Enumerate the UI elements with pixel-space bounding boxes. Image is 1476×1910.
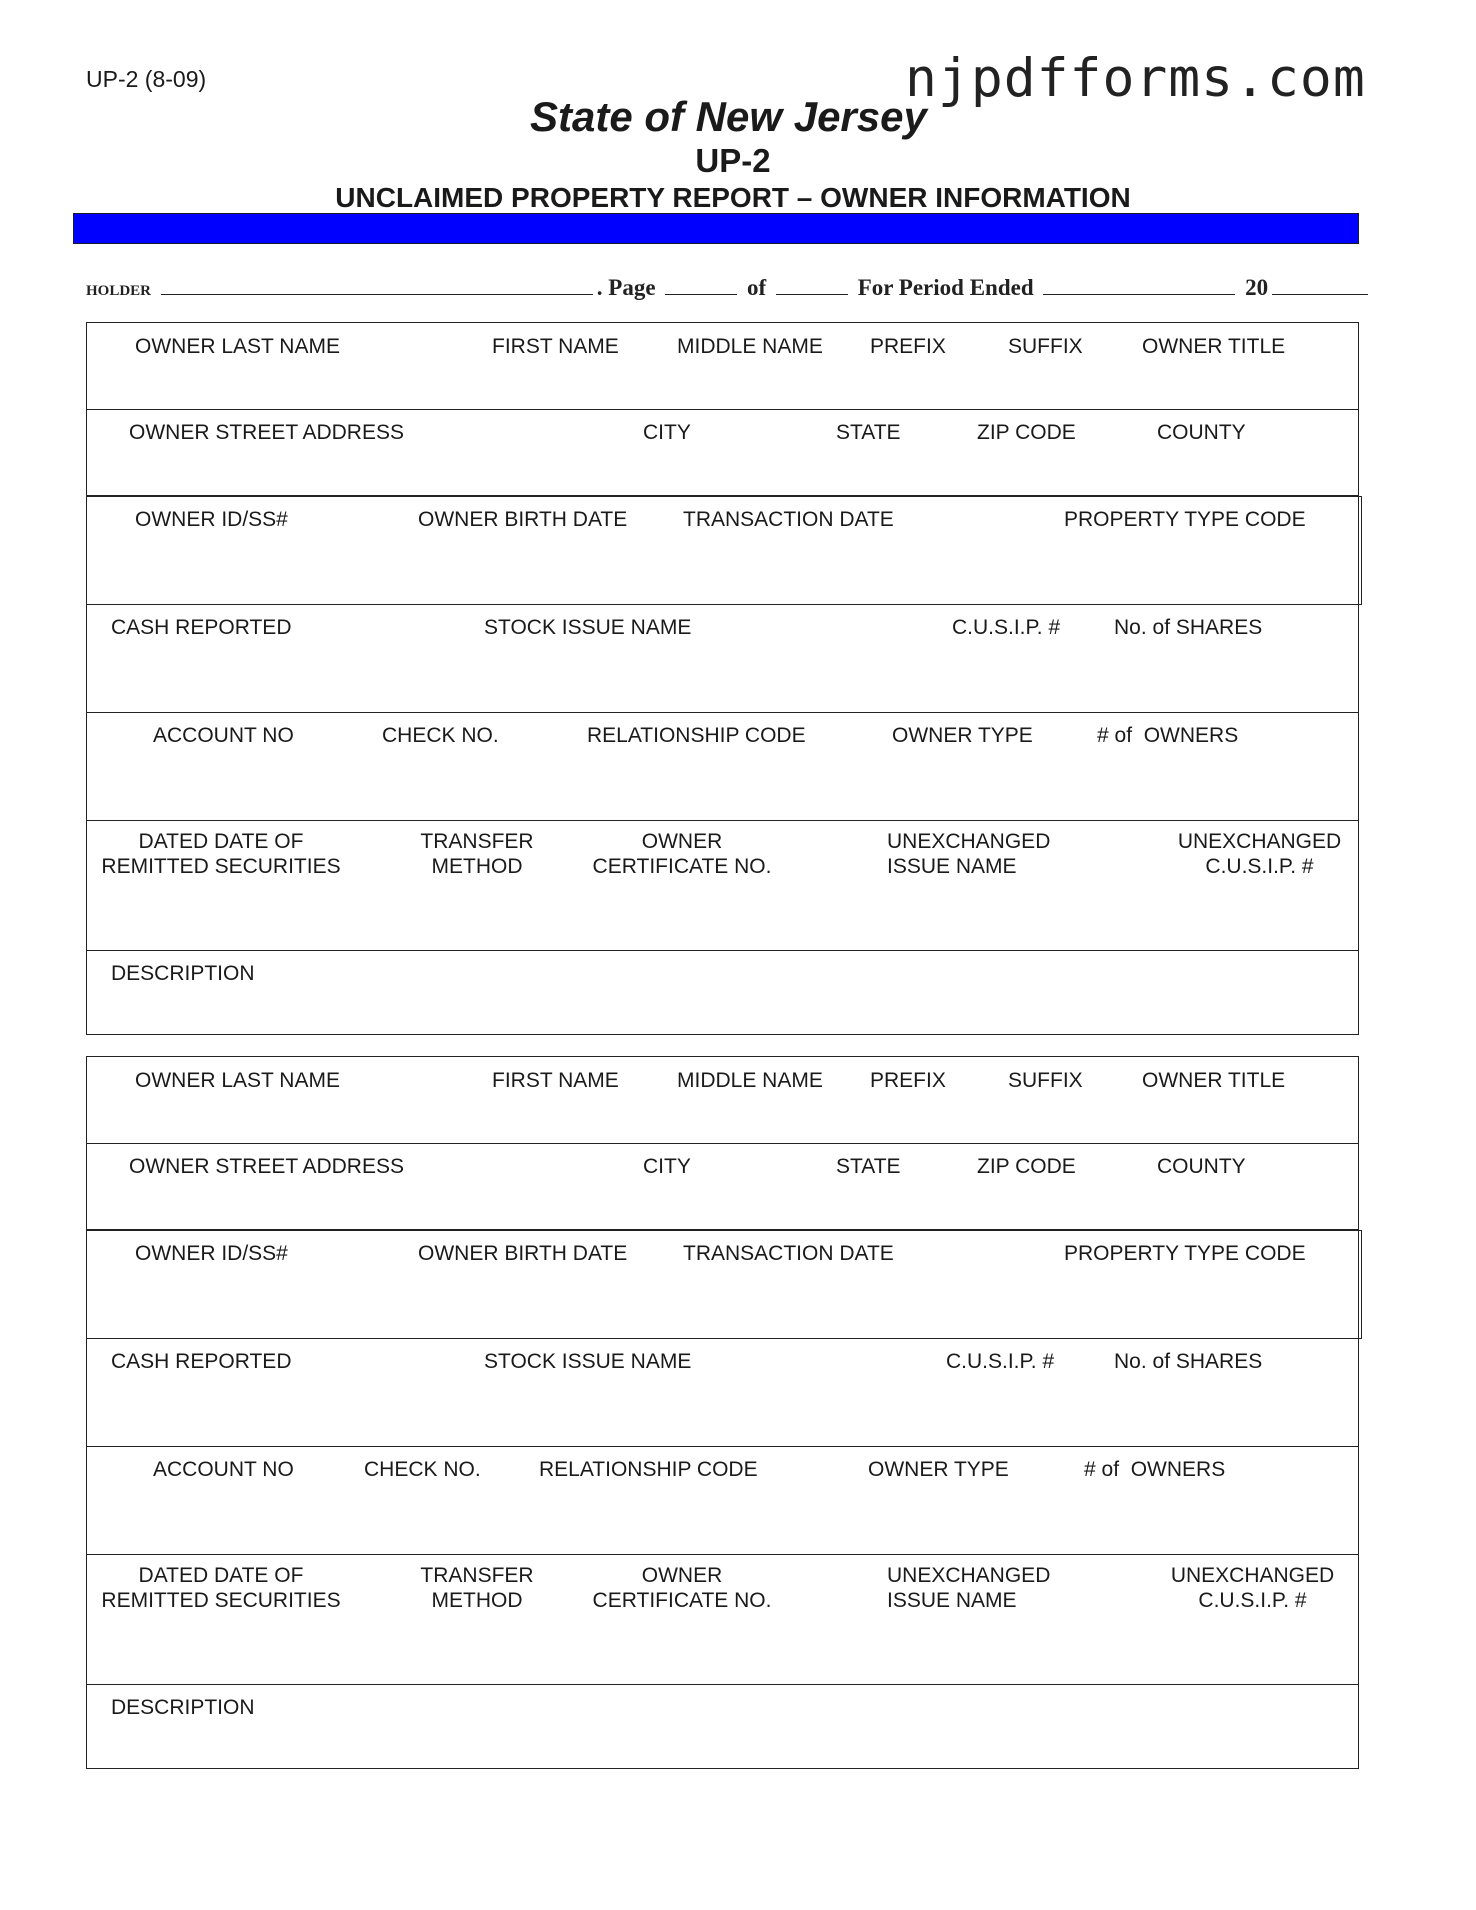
name-row[interactable] <box>87 1057 1358 1144</box>
unexchanged-cusip-label: UNEXCHANGED C.U.S.I.P. # <box>1170 1564 1335 1612</box>
page-total-field[interactable] <box>776 274 848 295</box>
unexchanged-issue-name-label: UNEXCHANGED ISSUE NAME <box>887 830 1051 878</box>
birth-date-label: OWNER BIRTH DATE <box>418 508 628 531</box>
watermark: njpdfforms.com <box>905 48 1366 109</box>
first-name-label: FIRST NAME <box>492 1069 619 1092</box>
owner-certificate-label: OWNER CERTIFICATE NO. <box>592 1564 772 1612</box>
page-field[interactable] <box>665 274 737 295</box>
stock-issue-name-label: STOCK ISSUE NAME <box>484 1350 692 1373</box>
securities-row[interactable] <box>87 1555 1358 1685</box>
holder-field[interactable] <box>161 274 593 295</box>
dated-date-label: DATED DATE OF REMITTED SECURITIES <box>101 830 341 878</box>
birth-date-label: OWNER BIRTH DATE <box>418 1242 628 1265</box>
period-label: For Period Ended <box>857 275 1034 300</box>
city-label: CITY <box>643 1155 691 1178</box>
description-label: DESCRIPTION <box>111 962 255 985</box>
owner-block-1 <box>86 322 1359 1035</box>
holder-label: HOLDER <box>86 283 152 299</box>
period-ended-field[interactable] <box>1043 274 1235 295</box>
check-no-label: CHECK NO. <box>364 1458 481 1481</box>
check-no-label: CHECK NO. <box>382 724 499 747</box>
suffix-label: SUFFIX <box>1008 1069 1083 1092</box>
city-label: CITY <box>643 421 691 444</box>
relationship-code-label: RELATIONSHIP CODE <box>587 724 806 747</box>
owner-id-label: OWNER ID/SS# <box>135 1242 288 1265</box>
street-address-label: OWNER STREET ADDRESS <box>129 1155 404 1178</box>
transaction-date-label: TRANSACTION DATE <box>683 1242 894 1265</box>
state-label: STATE <box>836 421 901 444</box>
unexchanged-issue-name-label: UNEXCHANGED ISSUE NAME <box>887 1564 1051 1612</box>
account-no-label: ACCOUNT NO <box>153 724 294 747</box>
zip-code-label: ZIP CODE <box>977 1155 1076 1178</box>
cash-row[interactable] <box>87 1339 1358 1447</box>
property-type-code-label: PROPERTY TYPE CODE <box>1064 1242 1306 1265</box>
stock-issue-name-label: STOCK ISSUE NAME <box>484 616 692 639</box>
name-row[interactable] <box>87 323 1358 410</box>
owner-id-label: OWNER ID/SS# <box>135 508 288 531</box>
num-owners-label: # of OWNERS <box>1097 724 1239 747</box>
address-row[interactable] <box>87 1144 1358 1230</box>
prefix-label: PREFIX <box>870 1069 946 1092</box>
transaction-date-label: TRANSACTION DATE <box>683 508 894 531</box>
cash-reported-label: CASH REPORTED <box>111 616 292 639</box>
first-name-label: FIRST NAME <box>492 335 619 358</box>
address-row[interactable] <box>87 410 1358 496</box>
owner-certificate-label: OWNER CERTIFICATE NO. <box>592 830 772 878</box>
form-code: UP-2 (8-09) <box>86 66 207 92</box>
holder-line <box>86 274 1372 301</box>
account-no-label: ACCOUNT NO <box>153 1458 294 1481</box>
of-label: of <box>747 275 767 300</box>
description-row[interactable] <box>87 1685 1358 1769</box>
blue-banner <box>73 213 1359 244</box>
cusip-label: C.U.S.I.P. # <box>946 1350 1055 1373</box>
transfer-method-label: TRANSFER METHOD <box>420 1564 534 1612</box>
id-row[interactable] <box>87 496 1362 605</box>
securities-row[interactable] <box>87 821 1358 951</box>
num-owners-label: # of OWNERS <box>1084 1458 1226 1481</box>
state-label: STATE <box>836 1155 901 1178</box>
dated-date-label: DATED DATE OF REMITTED SECURITIES <box>101 1564 341 1612</box>
prefix-label: PREFIX <box>870 335 946 358</box>
description-label: DESCRIPTION <box>111 1696 255 1719</box>
county-label: COUNTY <box>1157 1155 1246 1178</box>
account-row[interactable] <box>87 1447 1358 1555</box>
owner-type-label: OWNER TYPE <box>892 724 1033 747</box>
zip-code-label: ZIP CODE <box>977 421 1076 444</box>
state-title: State of New Jersey <box>530 93 927 140</box>
year-field[interactable] <box>1272 274 1368 295</box>
shares-label: No. of SHARES <box>1114 1350 1263 1373</box>
cash-row[interactable] <box>87 605 1358 713</box>
cusip-label: C.U.S.I.P. # <box>952 616 1061 639</box>
owner-type-label: OWNER TYPE <box>868 1458 1009 1481</box>
middle-name-label: MIDDLE NAME <box>677 1069 823 1092</box>
suffix-label: SUFFIX <box>1008 335 1083 358</box>
shares-label: No. of SHARES <box>1114 616 1263 639</box>
relationship-code-label: RELATIONSHIP CODE <box>539 1458 758 1481</box>
county-label: COUNTY <box>1157 421 1246 444</box>
transfer-method-label: TRANSFER METHOD <box>420 830 534 878</box>
cash-reported-label: CASH REPORTED <box>111 1350 292 1373</box>
form-number: UP-2 <box>695 142 771 179</box>
year-label: 20 <box>1245 275 1269 300</box>
middle-name-label: MIDDLE NAME <box>677 335 823 358</box>
account-row[interactable] <box>87 713 1358 821</box>
owner-title-label: OWNER TITLE <box>1142 335 1286 358</box>
page-label: . Page <box>596 275 656 300</box>
unexchanged-cusip-label: UNEXCHANGED C.U.S.I.P. # <box>1177 830 1342 878</box>
description-row[interactable] <box>87 951 1358 1035</box>
id-row[interactable] <box>87 1230 1362 1339</box>
owner-title-label: OWNER TITLE <box>1142 1069 1286 1092</box>
report-title: UNCLAIMED PROPERTY REPORT – OWNER INFORMATION <box>335 182 1131 213</box>
owner-last-name-label: OWNER LAST NAME <box>135 1069 340 1092</box>
property-type-code-label: PROPERTY TYPE CODE <box>1064 508 1306 531</box>
street-address-label: OWNER STREET ADDRESS <box>129 421 404 444</box>
owner-block-2 <box>86 1056 1359 1769</box>
owner-last-name-label: OWNER LAST NAME <box>135 335 340 358</box>
